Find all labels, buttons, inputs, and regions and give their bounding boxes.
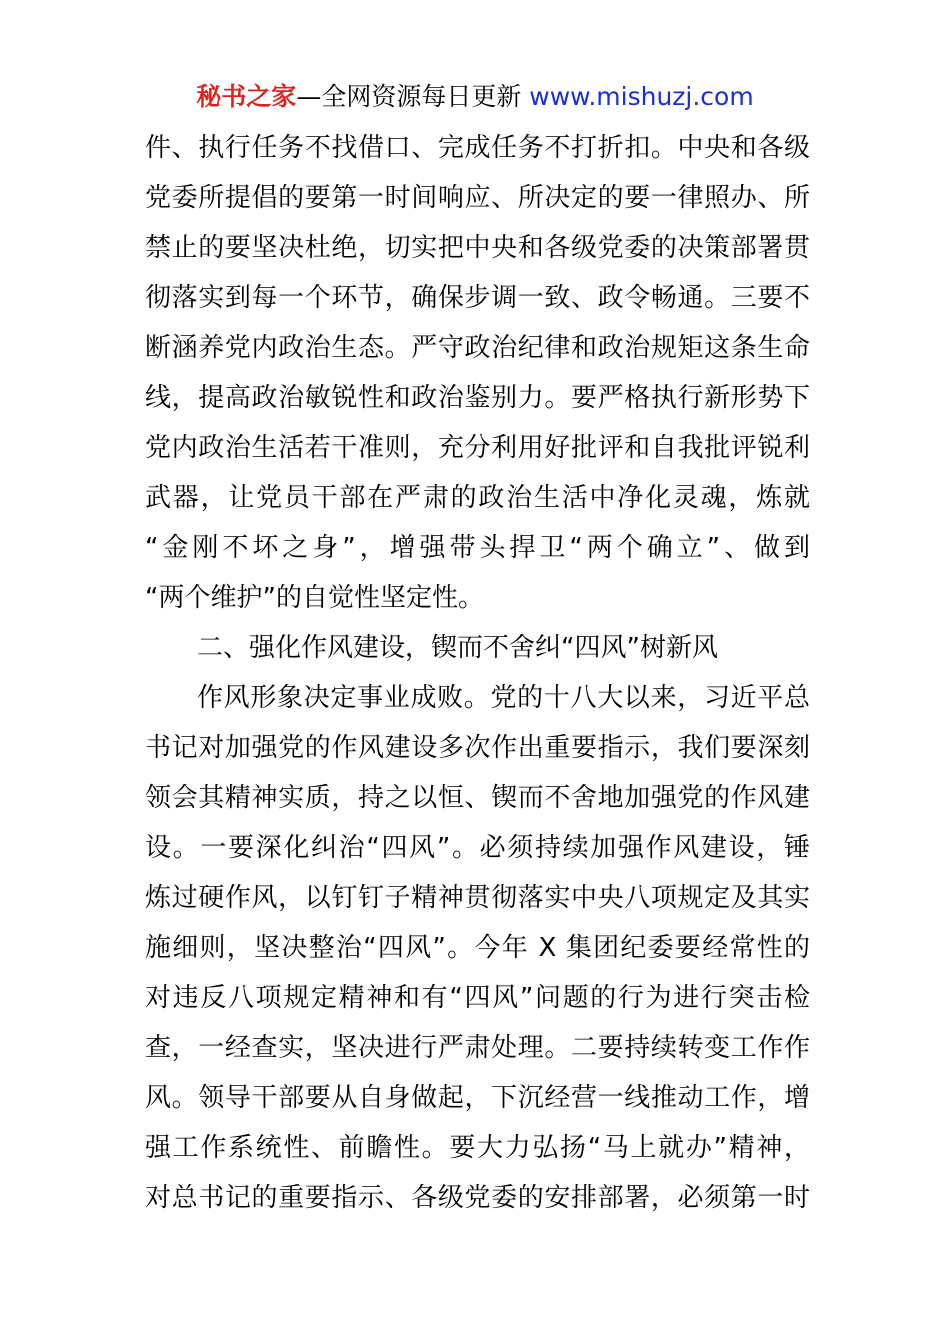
site-tagline: —全网资源每日更新 <box>296 82 522 111</box>
text-line: 党委所提倡的要第一时间响应、所决定的要一律照办、所 <box>145 183 810 213</box>
text-line: 件、执行任务不找借口、完成任务不打折扣。中央和各级 <box>145 133 810 163</box>
text-line: 领会其精神实质，持之以恒、锲而不舍地加强党的作风建 <box>145 783 810 813</box>
text-line: 对违反八项规定精神和有“四风”问题的行为进行突击检 <box>145 983 810 1013</box>
text-line: 风。领导干部要从自身做起，下沉经营一线推动工作，增 <box>145 1083 810 1113</box>
text-line: 党内政治生活若干准则，充分利用好批评和自我批评锐利 <box>145 433 810 463</box>
document-body <box>145 123 810 1223</box>
site-url-link[interactable]: www.mishuzj.com <box>529 82 754 111</box>
site-brand: 秘书之家 <box>196 82 297 111</box>
text-line: 对总书记的重要指示、各级党委的安排部署，必须第一时 <box>145 1183 810 1213</box>
text-line: “金刚不坏之身”，增强带头捍卫“两个确立”、做到 <box>145 533 810 563</box>
text-line: 书记对加强党的作风建设多次作出重要指示，我们要深刻 <box>145 733 810 763</box>
text-line: 查，一经查实，坚决进行严肃处理。二要持续转变工作作 <box>145 1033 810 1063</box>
text-line: 彻落实到每一个环节，确保步调一致、政令畅通。三要不 <box>145 283 810 313</box>
text-line: 炼过硬作风，以钉钉子精神贯彻落实中央八项规定及其实 <box>145 883 810 913</box>
text-line: 断涵养党内政治生态。严守政治纪律和政治规矩这条生命 <box>145 333 810 363</box>
text-line: 施细则，坚决整治“四风”。今年 X 集团纪委要经常性的 <box>145 933 810 963</box>
text-line: 禁止的要坚决杜绝，切实把中央和各级党委的决策部署贯 <box>145 233 810 263</box>
text-line: 设。一要深化纠治“四风”。必须持续加强作风建设，锤 <box>145 833 810 863</box>
section-heading: 二、强化作风建设，锲而不舍纠“四风”树新风 <box>197 633 718 663</box>
text-line: 武器，让党员干部在严肃的政治生活中净化灵魂，炼就 <box>145 483 810 513</box>
text-line: 线，提高政治敏锐性和政治鉴别力。要严格执行新形势下 <box>145 383 810 413</box>
text-line: 作风形象决定事业成败。党的十八大以来，习近平总 <box>197 683 810 713</box>
site-header <box>0 80 950 114</box>
text-line: “两个维护”的自觉性坚定性。 <box>145 583 484 613</box>
text-line: 强工作系统性、前瞻性。要大力弘扬“马上就办”精神， <box>145 1133 810 1163</box>
